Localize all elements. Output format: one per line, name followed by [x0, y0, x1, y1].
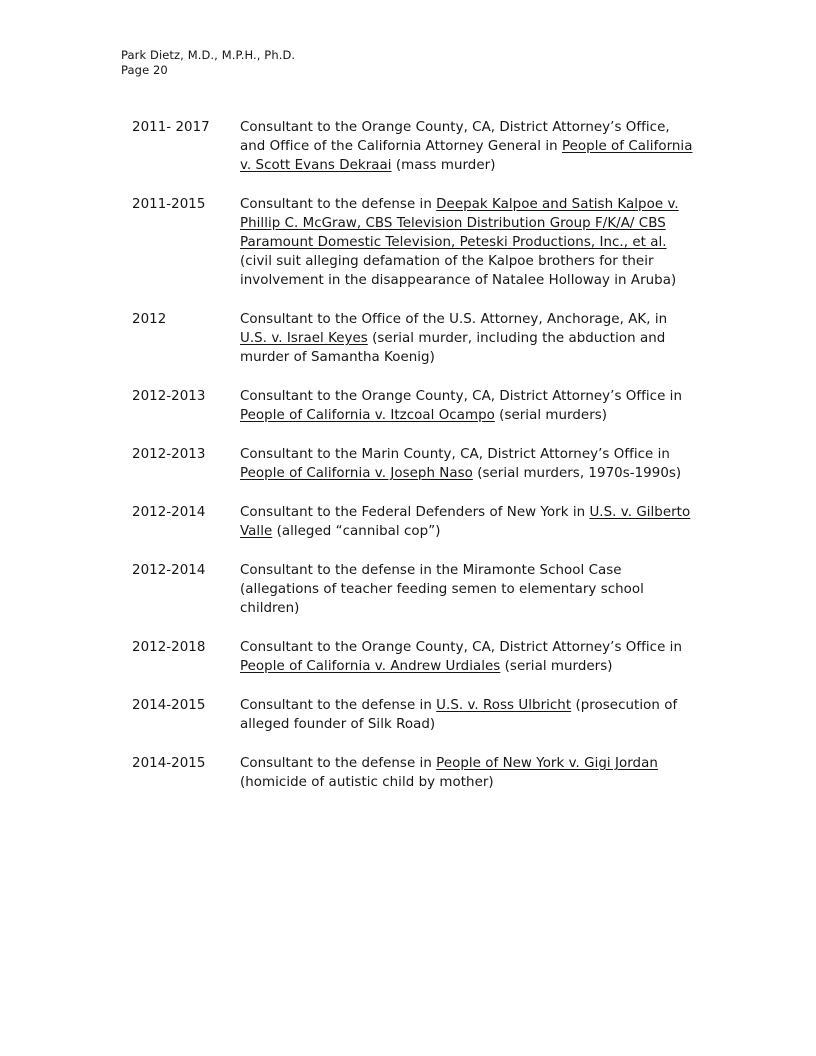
entry-year-range: 2012-2014 [132, 505, 206, 520]
case-name-underlined: People of California v. Scott Evans Dekraai [240, 139, 693, 173]
entry-description [240, 387, 694, 425]
entry-text-segment: (serial murders) [494, 408, 608, 423]
cv-entry-row [132, 195, 694, 290]
entry-description [240, 445, 694, 483]
cv-entry-row [132, 387, 694, 425]
entry-text-segment: (homicide of autistic child by mother) [240, 775, 494, 790]
entry-description [240, 561, 694, 618]
entry-text-segment: Consultant to the defense in [240, 756, 437, 771]
entry-text-segment: (serial murder, including the abduction and murder of Samantha Koenig) [240, 331, 666, 365]
entry-text-segment: Consultant to the Orange County, CA, District Attorney’s Office, and Office of the California Attorney General in [240, 120, 670, 154]
entry-text-segment: Consultant to the defense in [240, 197, 437, 212]
entry-text-segment: (civil suit alleging defamation of the Kalpoe brothers for their involvement in the disappearance of Natalee Holloway in Aruba) [240, 254, 677, 288]
entry-year-range: 2014-2015 [132, 756, 206, 771]
header-author-name: Park Dietz, M.D., M.P.H., Ph.D. [121, 48, 296, 62]
entry-text-segment: (mass murder) [391, 158, 496, 173]
cv-entry-row [132, 503, 694, 541]
case-name-underlined: People of California v. Andrew Urdiales [240, 659, 501, 674]
case-name-underlined: U.S. v. Ross Ulbricht [436, 698, 572, 713]
cv-entry-row [132, 696, 694, 734]
entry-text-segment: Consultant to the Orange County, CA, District Attorney’s Office in [240, 640, 682, 655]
entry-description [240, 638, 694, 676]
entry-year-range: 2012 [132, 312, 167, 327]
case-name-underlined: U.S. v. Israel Keyes [240, 331, 368, 346]
entry-year-range: 2012-2013 [132, 389, 206, 404]
case-name-underlined: People of New York v. Gigi Jordan [436, 756, 658, 771]
entry-year-range: 2012-2013 [132, 447, 206, 462]
entry-description [240, 310, 694, 367]
cv-entry-row [132, 310, 694, 367]
entry-year-range: 2012-2014 [132, 563, 206, 578]
entry-year-range: 2012-2018 [132, 640, 206, 655]
cv-entry-row [132, 638, 694, 676]
entry-text-segment: (alleged “cannibal cop”) [272, 524, 441, 539]
entry-year-range: 2011- 2017 [132, 120, 210, 135]
entry-year-range: 2011-2015 [132, 197, 206, 212]
header-page-number: Page 20 [121, 63, 168, 77]
entry-description [240, 195, 694, 290]
cv-entry-row [132, 754, 694, 792]
entry-text-segment: (prosecution of alleged founder of Silk Road) [240, 698, 678, 732]
cv-entry-row [132, 118, 694, 175]
cv-entry-row [132, 445, 694, 483]
entry-text-segment: Consultant to the Office of the U.S. Attorney, Anchorage, AK, in [240, 312, 668, 327]
entry-description [240, 118, 694, 175]
cv-entry-row [132, 561, 694, 618]
entry-description [240, 754, 694, 792]
entry-text-segment: Consultant to the defense in [240, 698, 437, 713]
entry-text-segment: (serial murders, 1970s-1990s) [472, 466, 682, 481]
case-name-underlined: People of California v. Itzcoal Ocampo [240, 408, 495, 423]
entry-text-segment: Consultant to the defense in the Miramonte School Case (allegations of teacher feeding semen to elementary school children) [240, 563, 644, 616]
entry-text-segment: Consultant to the Orange County, CA, District Attorney’s Office in [240, 389, 682, 404]
case-name-underlined: People of California v. Joseph Naso [240, 466, 473, 481]
entry-description [240, 503, 694, 541]
document-header [121, 48, 756, 78]
entry-text-segment: Consultant to the Marin County, CA, District Attorney’s Office in [240, 447, 670, 462]
case-name-underlined: U.S. v. Gilberto Valle [240, 505, 691, 539]
entry-text-segment: Consultant to the Federal Defenders of New York in [240, 505, 590, 520]
entry-year-range: 2014-2015 [132, 698, 206, 713]
entry-description [240, 696, 694, 734]
entry-text-segment: (serial murders) [500, 659, 613, 674]
case-name-underlined: Deepak Kalpoe and Satish Kalpoe v. Phillip C. McGraw, CBS Television Distribution Group F/K/A/ CBS Paramount Domestic Television, Peteski Productions, Inc., et al. [240, 197, 679, 250]
cv-entries-list [132, 118, 756, 792]
